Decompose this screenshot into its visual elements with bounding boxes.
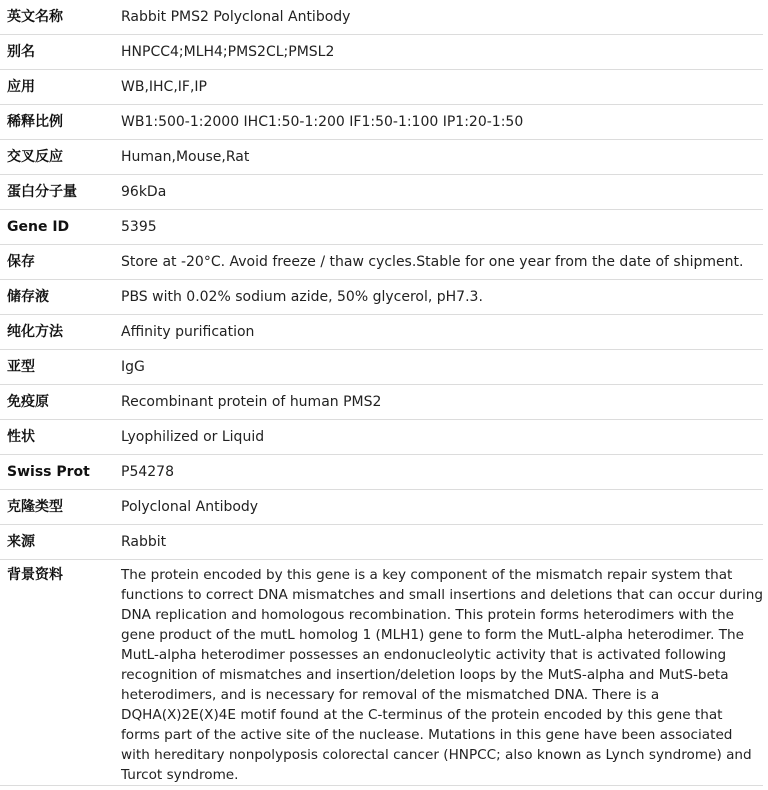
- row-molecular-weight: [0, 175, 763, 210]
- label-alias: 别名: [7, 44, 35, 60]
- value-buffer: PBS with 0.02% sodium azide, 50% glycerol, pH7.3.: [121, 289, 483, 305]
- row-host: [0, 525, 763, 560]
- row-cross-reactivity: [0, 140, 763, 175]
- value-host: Rabbit: [121, 534, 167, 550]
- value-immunogen: Recombinant protein of human PMS2: [121, 394, 382, 410]
- value-dilution: WB1:500-1:2000 IHC1:50-1:200 IF1:50-1:100 IP1:20-1:50: [121, 114, 524, 130]
- label-buffer: 储存液: [7, 289, 49, 305]
- label-purification: 纯化方法: [7, 324, 63, 340]
- row-immunogen: [0, 385, 763, 420]
- row-english-name: [0, 0, 763, 35]
- row-clonality: [0, 490, 763, 525]
- row-background: [0, 560, 763, 786]
- value-molecular-weight: 96kDa: [121, 184, 167, 200]
- label-molecular-weight: 蛋白分子量: [7, 184, 77, 200]
- row-swiss-prot: [0, 455, 763, 490]
- row-application: [0, 70, 763, 105]
- value-cross-reactivity: Human,Mouse,Rat: [121, 149, 250, 165]
- value-gene-id: 5395: [121, 219, 157, 235]
- label-cross-reactivity: 交叉反应: [7, 149, 63, 165]
- value-clonality: Polyclonal Antibody: [121, 499, 259, 515]
- row-isotype: [0, 350, 763, 385]
- row-form: [0, 420, 763, 455]
- label-isotype: 亚型: [7, 359, 35, 375]
- label-background: 背景资料: [7, 567, 63, 583]
- value-alias: HNPCC4;MLH4;PMS2CL;PMSL2: [121, 44, 335, 60]
- row-alias: [0, 35, 763, 70]
- label-immunogen: 免疫原: [7, 394, 49, 410]
- label-form: 性状: [7, 429, 35, 445]
- label-swiss-prot: Swiss Prot: [7, 464, 90, 480]
- value-isotype: IgG: [121, 359, 145, 375]
- label-dilution: 稀释比例: [7, 114, 63, 130]
- label-application: 应用: [7, 79, 35, 95]
- label-clonality: 克隆类型: [7, 499, 63, 515]
- label-gene-id: Gene ID: [7, 219, 70, 235]
- value-purification: Affinity purification: [121, 324, 255, 340]
- row-purification: [0, 315, 763, 350]
- value-storage: Store at -20°C. Avoid freeze / thaw cycles.Stable for one year from the date of shipment.: [121, 254, 744, 270]
- value-english-name: Rabbit PMS2 Polyclonal Antibody: [121, 9, 351, 25]
- row-storage: [0, 245, 763, 280]
- value-background: The protein encoded by this gene is a key component of the mismatch repair system that functions to correct DNA mismatches and small insertions and deletions that can occur during DNA replication and homologous recombination. This protein forms heterodimers with the gene product of the mutL homolog 1 (MLH1) gene to form the MutL-alpha heterodimer. The MutL-alpha heterodimer possesses an endonucleolytic activity that is activated following recognition of mismatches and insertion/deletion loops by the MutS-alpha and MutS-beta heterodimers, and is necessary for removal of the mismatched DNA. There is a DQHA(X)2E(X)4E motif found at the C-terminus of the protein encoded by this gene that forms part of the active site of the nuclease. Mutations in this gene have been associated with hereditary nonpolyposis colorectal cancer (HNPCC; also known as Lynch syndrome) and Turcot syndrome.: [121, 567, 764, 783]
- row-gene-id: [0, 210, 763, 245]
- value-application: WB,IHC,IF,IP: [121, 79, 207, 95]
- label-host: 来源: [7, 534, 35, 550]
- label-english-name: 英文名称: [7, 9, 63, 25]
- value-swiss-prot: P54278: [121, 464, 174, 480]
- value-form: Lyophilized or Liquid: [121, 429, 265, 445]
- row-buffer: [0, 280, 763, 315]
- label-storage: 保存: [7, 254, 35, 270]
- row-dilution: [0, 105, 763, 140]
